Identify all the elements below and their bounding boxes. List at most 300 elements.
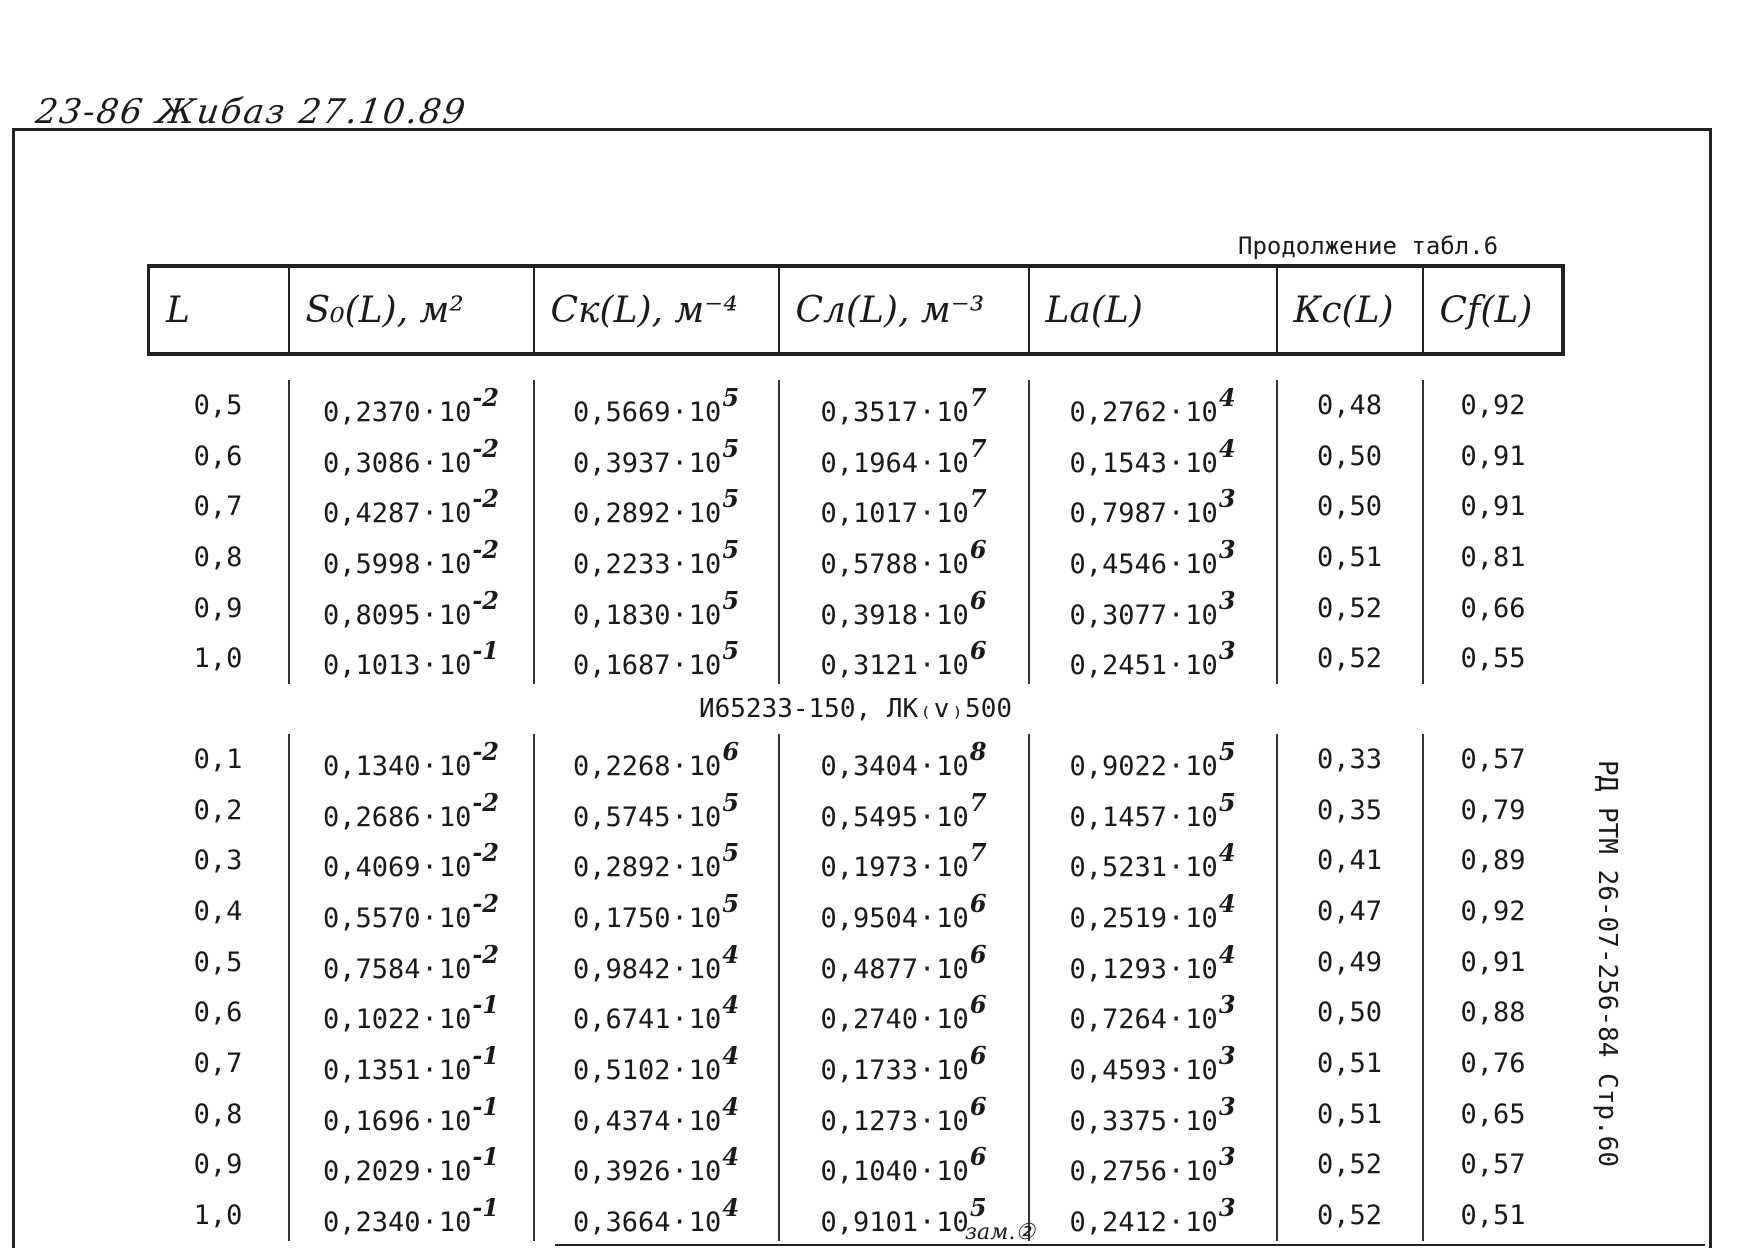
- cell-s0: [289, 532, 534, 583]
- s0-mantissa: 0,4287: [323, 498, 421, 530]
- ck-base: 10: [688, 953, 722, 985]
- table-row: [149, 937, 1563, 988]
- la-exponent: 3: [1218, 1193, 1236, 1223]
- cell-kc: [1277, 532, 1423, 583]
- cell-l: [149, 633, 289, 684]
- ck-base: 10: [688, 1207, 722, 1239]
- multiply-dot: ·: [1168, 396, 1185, 428]
- table-row: [149, 1190, 1563, 1241]
- cell-ck: [534, 937, 779, 988]
- cl-exponent: 7: [969, 787, 987, 817]
- ck-exponent: 4: [722, 1193, 740, 1223]
- cf-value: 0,55: [1460, 643, 1526, 675]
- cf-value: 0,92: [1460, 389, 1526, 421]
- la-base: 10: [1185, 801, 1218, 833]
- cell-la: [1029, 734, 1277, 785]
- cell-cl: [779, 1089, 1029, 1140]
- s0-base: 10: [438, 1004, 472, 1036]
- cell-s0: [289, 380, 534, 431]
- ck-base: 10: [688, 1055, 722, 1087]
- l-value: 0,9: [193, 1149, 243, 1181]
- s0-exponent: -2: [472, 787, 499, 817]
- ck-mantissa: 0,5745: [572, 801, 671, 833]
- multiply-dot: ·: [671, 903, 688, 935]
- cell-cl: [779, 785, 1029, 836]
- multiply-dot: ·: [1168, 1105, 1185, 1137]
- l-value: 0,7: [193, 491, 243, 523]
- s0-mantissa: 0,4069: [323, 852, 421, 884]
- cell-la: [1029, 583, 1277, 634]
- cell-s0: [289, 785, 534, 836]
- cell-ck: [534, 734, 779, 785]
- s0-base: 10: [438, 903, 472, 935]
- kc-value: 0,52: [1316, 1200, 1383, 1232]
- cl-base: 10: [936, 903, 969, 935]
- multiply-dot: ·: [919, 953, 936, 985]
- correction-mark: зам.②: [965, 1220, 1036, 1245]
- cl-mantissa: 0,3121: [820, 650, 919, 682]
- la-mantissa: 0,7987: [1069, 498, 1168, 530]
- cell-kc: [1277, 583, 1423, 634]
- s0-base: 10: [438, 750, 472, 782]
- cell-s0: [289, 1089, 534, 1140]
- cell-ck: [534, 431, 779, 482]
- s0-mantissa: 0,2686: [323, 801, 421, 833]
- s0-exponent: -1: [472, 990, 499, 1020]
- cell-cl: [779, 532, 1029, 583]
- cell-cf: [1423, 937, 1563, 988]
- multiply-dot: ·: [421, 599, 438, 631]
- cell-kc: [1277, 633, 1423, 684]
- ck-mantissa: 0,1830: [572, 599, 671, 631]
- ck-mantissa: 0,2268: [572, 750, 671, 782]
- cl-mantissa: 0,3404: [820, 750, 919, 782]
- multiply-dot: ·: [919, 498, 936, 530]
- cell-l: [149, 734, 289, 785]
- cell-la: [1029, 1140, 1277, 1191]
- s0-base: 10: [438, 1156, 472, 1188]
- cl-exponent: 6: [969, 636, 987, 666]
- la-exponent: 5: [1218, 736, 1236, 766]
- multiply-dot: ·: [671, 801, 688, 833]
- kc-value: 0,48: [1316, 389, 1383, 421]
- cell-cf: [1423, 380, 1563, 431]
- ck-exponent: 6: [722, 736, 740, 766]
- s0-exponent: -1: [472, 1041, 499, 1071]
- cell-ck: [534, 380, 779, 431]
- cl-exponent: 7: [969, 382, 987, 412]
- cell-ck: [534, 1140, 779, 1191]
- cell-ck: [534, 1190, 779, 1241]
- l-value: 1,0: [193, 1200, 243, 1232]
- cell-s0: [289, 583, 534, 634]
- s0-exponent: -2: [472, 484, 499, 514]
- ck-exponent: 5: [722, 585, 740, 615]
- cell-s0: [289, 988, 534, 1039]
- ck-base: 10: [688, 852, 722, 884]
- multiply-dot: ·: [919, 750, 936, 782]
- cf-value: 0,65: [1460, 1098, 1526, 1130]
- la-base: 10: [1185, 1055, 1218, 1087]
- cl-exponent: 6: [969, 1041, 987, 1071]
- cell-kc: [1277, 734, 1423, 785]
- cell-l: [149, 886, 289, 937]
- kc-value: 0,50: [1316, 997, 1383, 1029]
- ck-exponent: 5: [722, 433, 740, 463]
- la-exponent: 4: [1218, 939, 1236, 969]
- header-s0: S₀(L), м²: [289, 266, 534, 354]
- cl-mantissa: 0,3517: [820, 396, 919, 428]
- cell-l: [149, 532, 289, 583]
- s0-base: 10: [438, 498, 472, 530]
- cell-cf: [1423, 1089, 1563, 1140]
- s0-exponent: -2: [472, 534, 499, 564]
- ck-exponent: 5: [722, 838, 740, 868]
- cell-l: [149, 836, 289, 887]
- multiply-dot: ·: [919, 1055, 936, 1087]
- multiply-dot: ·: [671, 953, 688, 985]
- cf-value: 0,92: [1460, 896, 1526, 928]
- la-exponent: 4: [1218, 889, 1236, 919]
- cl-mantissa: 0,9101: [820, 1207, 919, 1239]
- ck-mantissa: 0,2233: [572, 548, 671, 580]
- s0-mantissa: 0,1022: [323, 1004, 421, 1036]
- ck-base: 10: [688, 750, 722, 782]
- multiply-dot: ·: [919, 1105, 936, 1137]
- s0-mantissa: 0,3086: [323, 447, 421, 479]
- cl-exponent: 6: [969, 939, 987, 969]
- kc-value: 0,47: [1316, 896, 1383, 928]
- table-header-row: [149, 266, 1563, 354]
- cell-la: [1029, 836, 1277, 887]
- cl-exponent: 6: [969, 585, 987, 615]
- table-body: [149, 354, 1563, 1241]
- multiply-dot: ·: [421, 1004, 438, 1036]
- spacer-cell: [149, 354, 1563, 380]
- cf-value: 0,88: [1460, 997, 1526, 1029]
- multiply-dot: ·: [421, 953, 438, 985]
- cell-cf: [1423, 1140, 1563, 1191]
- ck-mantissa: 0,5669: [572, 396, 671, 428]
- cell-s0: [289, 1140, 534, 1191]
- s0-mantissa: 0,2029: [323, 1156, 421, 1188]
- multiply-dot: ·: [1168, 498, 1185, 530]
- s0-base: 10: [438, 599, 472, 631]
- l-value: 1,0: [193, 643, 243, 675]
- header-cf: Сf(L): [1423, 266, 1563, 354]
- la-base: 10: [1185, 548, 1218, 580]
- table-row: [149, 836, 1563, 887]
- cl-mantissa: 0,9504: [820, 903, 919, 935]
- la-base: 10: [1185, 953, 1218, 985]
- table-row: [149, 1038, 1563, 1089]
- cell-ck: [534, 633, 779, 684]
- multiply-dot: ·: [1168, 852, 1185, 884]
- cl-exponent: 6: [969, 990, 987, 1020]
- s0-base: 10: [438, 852, 472, 884]
- ck-base: 10: [688, 447, 722, 479]
- multiply-dot: ·: [1168, 750, 1185, 782]
- multiply-dot: ·: [919, 396, 936, 428]
- cl-exponent: 5: [969, 1193, 987, 1223]
- la-exponent: 3: [1218, 1142, 1236, 1172]
- cell-kc: [1277, 886, 1423, 937]
- ck-base: 10: [688, 903, 722, 935]
- ck-exponent: 4: [722, 1041, 740, 1071]
- s0-base: 10: [438, 1055, 472, 1087]
- cell-cf: [1423, 532, 1563, 583]
- multiply-dot: ·: [919, 1004, 936, 1036]
- continuation-label: Продолжение табл.6: [1238, 232, 1499, 260]
- cell-cl: [779, 937, 1029, 988]
- multiply-dot: ·: [1168, 650, 1185, 682]
- kc-value: 0,49: [1316, 946, 1383, 978]
- la-mantissa: 0,4546: [1069, 548, 1168, 580]
- cell-l: [149, 1140, 289, 1191]
- cell-la: [1029, 481, 1277, 532]
- multiply-dot: ·: [421, 1207, 438, 1239]
- cl-exponent: 7: [969, 433, 987, 463]
- cell-cf: [1423, 988, 1563, 1039]
- cl-mantissa: 0,1040: [820, 1156, 919, 1188]
- s0-exponent: -2: [472, 585, 499, 615]
- multiply-dot: ·: [421, 1105, 438, 1137]
- header-la: Lа(L): [1029, 266, 1277, 354]
- multiply-dot: ·: [421, 1156, 438, 1188]
- kc-value: 0,52: [1316, 643, 1383, 675]
- la-exponent: 3: [1218, 1091, 1236, 1121]
- ck-exponent: 5: [722, 636, 740, 666]
- cl-exponent: 6: [969, 534, 987, 564]
- cell-s0: [289, 481, 534, 532]
- multiply-dot: ·: [919, 903, 936, 935]
- s0-base: 10: [438, 953, 472, 985]
- la-base: 10: [1185, 1004, 1218, 1036]
- multiply-dot: ·: [421, 750, 438, 782]
- ck-mantissa: 0,9842: [572, 953, 671, 985]
- table-row: [149, 532, 1563, 583]
- cell-l: [149, 380, 289, 431]
- la-exponent: 3: [1218, 484, 1236, 514]
- ck-base: 10: [688, 1004, 722, 1036]
- cl-mantissa: 0,1733: [820, 1055, 919, 1087]
- cl-exponent: 7: [969, 838, 987, 868]
- la-base: 10: [1185, 750, 1218, 782]
- l-value: 0,8: [193, 1098, 243, 1130]
- cl-exponent: 6: [969, 889, 987, 919]
- la-base: 10: [1185, 903, 1218, 935]
- ck-exponent: 4: [722, 990, 740, 1020]
- cell-l: [149, 583, 289, 634]
- cell-ck: [534, 481, 779, 532]
- ck-base: 10: [688, 498, 722, 530]
- s0-mantissa: 0,5998: [323, 548, 421, 580]
- la-base: 10: [1185, 1207, 1218, 1239]
- cell-s0: [289, 1190, 534, 1241]
- section-title-row: [149, 684, 1563, 734]
- multiply-dot: ·: [919, 548, 936, 580]
- ck-exponent: 5: [722, 382, 740, 412]
- kc-value: 0,41: [1316, 845, 1383, 877]
- multiply-dot: ·: [671, 1055, 688, 1087]
- cell-s0: [289, 633, 534, 684]
- multiply-dot: ·: [919, 447, 936, 479]
- cell-la: [1029, 532, 1277, 583]
- cell-s0: [289, 836, 534, 887]
- ck-mantissa: 0,3664: [572, 1207, 671, 1239]
- ck-base: 10: [688, 1105, 722, 1137]
- cell-cf: [1423, 734, 1563, 785]
- cl-base: 10: [936, 599, 969, 631]
- handwritten-header-note: 23-86 Жибаз 27.10.89: [33, 92, 470, 132]
- cell-ck: [534, 988, 779, 1039]
- cl-base: 10: [936, 650, 969, 682]
- multiply-dot: ·: [1168, 548, 1185, 580]
- cl-base: 10: [936, 447, 969, 479]
- cf-value: 0,81: [1460, 541, 1526, 573]
- cell-ck: [534, 1038, 779, 1089]
- ck-mantissa: 0,1687: [572, 650, 671, 682]
- s0-mantissa: 0,2340: [323, 1207, 421, 1239]
- cf-value: 0,66: [1460, 592, 1526, 624]
- cell-kc: [1277, 1089, 1423, 1140]
- multiply-dot: ·: [421, 396, 438, 428]
- s0-base: 10: [438, 396, 472, 428]
- cell-kc: [1277, 431, 1423, 482]
- ck-base: 10: [688, 1156, 722, 1188]
- cf-value: 0,57: [1460, 743, 1526, 775]
- cell-s0: [289, 1038, 534, 1089]
- cell-cl: [779, 583, 1029, 634]
- s0-mantissa: 0,5570: [323, 903, 421, 935]
- table-row: [149, 583, 1563, 634]
- l-value: 0,3: [193, 845, 243, 877]
- la-exponent: 3: [1218, 1041, 1236, 1071]
- s0-mantissa: 0,1696: [323, 1105, 421, 1137]
- cell-cl: [779, 431, 1029, 482]
- la-mantissa: 0,5231: [1069, 852, 1168, 884]
- spacer-row: [149, 354, 1563, 380]
- section-title: И65233-150, ЛК₍v₎500: [698, 694, 1013, 725]
- cl-base: 10: [936, 852, 969, 884]
- ck-exponent: 4: [722, 1142, 740, 1172]
- kc-value: 0,52: [1316, 1149, 1383, 1181]
- la-base: 10: [1185, 396, 1218, 428]
- multiply-dot: ·: [671, 1105, 688, 1137]
- s0-base: 10: [438, 1207, 472, 1239]
- kc-value: 0,51: [1316, 541, 1383, 573]
- cell-kc: [1277, 1038, 1423, 1089]
- s0-base: 10: [438, 548, 472, 580]
- s0-exponent: -1: [472, 1091, 499, 1121]
- cell-kc: [1277, 785, 1423, 836]
- multiply-dot: ·: [1168, 1207, 1185, 1239]
- kc-value: 0,50: [1316, 491, 1383, 523]
- table-row: [149, 734, 1563, 785]
- cl-base: 10: [936, 548, 969, 580]
- la-mantissa: 0,9022: [1069, 750, 1168, 782]
- multiply-dot: ·: [671, 1004, 688, 1036]
- ck-mantissa: 0,4374: [572, 1105, 671, 1137]
- cell-cl: [779, 886, 1029, 937]
- s0-mantissa: 0,1013: [323, 650, 421, 682]
- multiply-dot: ·: [1168, 953, 1185, 985]
- cl-mantissa: 0,2740: [820, 1004, 919, 1036]
- la-mantissa: 0,4593: [1069, 1055, 1168, 1087]
- multiply-dot: ·: [421, 498, 438, 530]
- la-mantissa: 0,3077: [1069, 599, 1168, 631]
- cl-exponent: 6: [969, 1142, 987, 1172]
- l-value: 0,8: [193, 541, 243, 573]
- la-mantissa: 0,2762: [1069, 396, 1168, 428]
- la-exponent: 3: [1218, 585, 1236, 615]
- cell-kc: [1277, 937, 1423, 988]
- multiply-dot: ·: [671, 1207, 688, 1239]
- la-mantissa: 0,2519: [1069, 903, 1168, 935]
- multiply-dot: ·: [421, 447, 438, 479]
- multiply-dot: ·: [421, 852, 438, 884]
- multiply-dot: ·: [421, 801, 438, 833]
- header-l: L: [149, 266, 289, 354]
- la-exponent: 4: [1218, 838, 1236, 868]
- cell-la: [1029, 431, 1277, 482]
- ck-mantissa: 0,2892: [572, 852, 671, 884]
- ck-exponent: 5: [722, 484, 740, 514]
- ck-mantissa: 0,2892: [572, 498, 671, 530]
- s0-exponent: -2: [472, 889, 499, 919]
- table-row: [149, 431, 1563, 482]
- ck-mantissa: 0,6741: [572, 1004, 671, 1036]
- cell-cf: [1423, 1038, 1563, 1089]
- s0-exponent: -1: [472, 1142, 499, 1172]
- cell-cl: [779, 380, 1029, 431]
- cell-la: [1029, 886, 1277, 937]
- cell-kc: [1277, 988, 1423, 1039]
- cf-value: 0,57: [1460, 1149, 1526, 1181]
- la-mantissa: 0,2451: [1069, 650, 1168, 682]
- multiply-dot: ·: [671, 650, 688, 682]
- la-exponent: 5: [1218, 787, 1236, 817]
- multiply-dot: ·: [919, 801, 936, 833]
- cell-cf: [1423, 886, 1563, 937]
- ck-exponent: 4: [722, 1091, 740, 1121]
- cell-ck: [534, 1089, 779, 1140]
- cell-cl: [779, 1140, 1029, 1191]
- la-base: 10: [1185, 1156, 1218, 1188]
- cell-cl: [779, 836, 1029, 887]
- la-base: 10: [1185, 498, 1218, 530]
- s0-mantissa: 0,1340: [323, 750, 421, 782]
- kc-value: 0,51: [1316, 1048, 1383, 1080]
- data-table: [147, 264, 1565, 1241]
- la-mantissa: 0,1543: [1069, 447, 1168, 479]
- cell-cf: [1423, 633, 1563, 684]
- l-value: 0,5: [193, 946, 243, 978]
- multiply-dot: ·: [919, 1156, 936, 1188]
- cl-mantissa: 0,1017: [820, 498, 919, 530]
- s0-exponent: -1: [472, 1193, 499, 1223]
- la-mantissa: 0,1293: [1069, 953, 1168, 985]
- cl-base: 10: [936, 498, 969, 530]
- multiply-dot: ·: [671, 852, 688, 884]
- cell-la: [1029, 785, 1277, 836]
- la-mantissa: 0,2756: [1069, 1156, 1168, 1188]
- cell-l: [149, 1089, 289, 1140]
- la-base: 10: [1185, 852, 1218, 884]
- ck-exponent: 4: [722, 939, 740, 969]
- ck-mantissa: 0,3926: [572, 1156, 671, 1188]
- side-document-label: РД РТМ 26-07-256-84 Стр.60: [1592, 760, 1622, 1167]
